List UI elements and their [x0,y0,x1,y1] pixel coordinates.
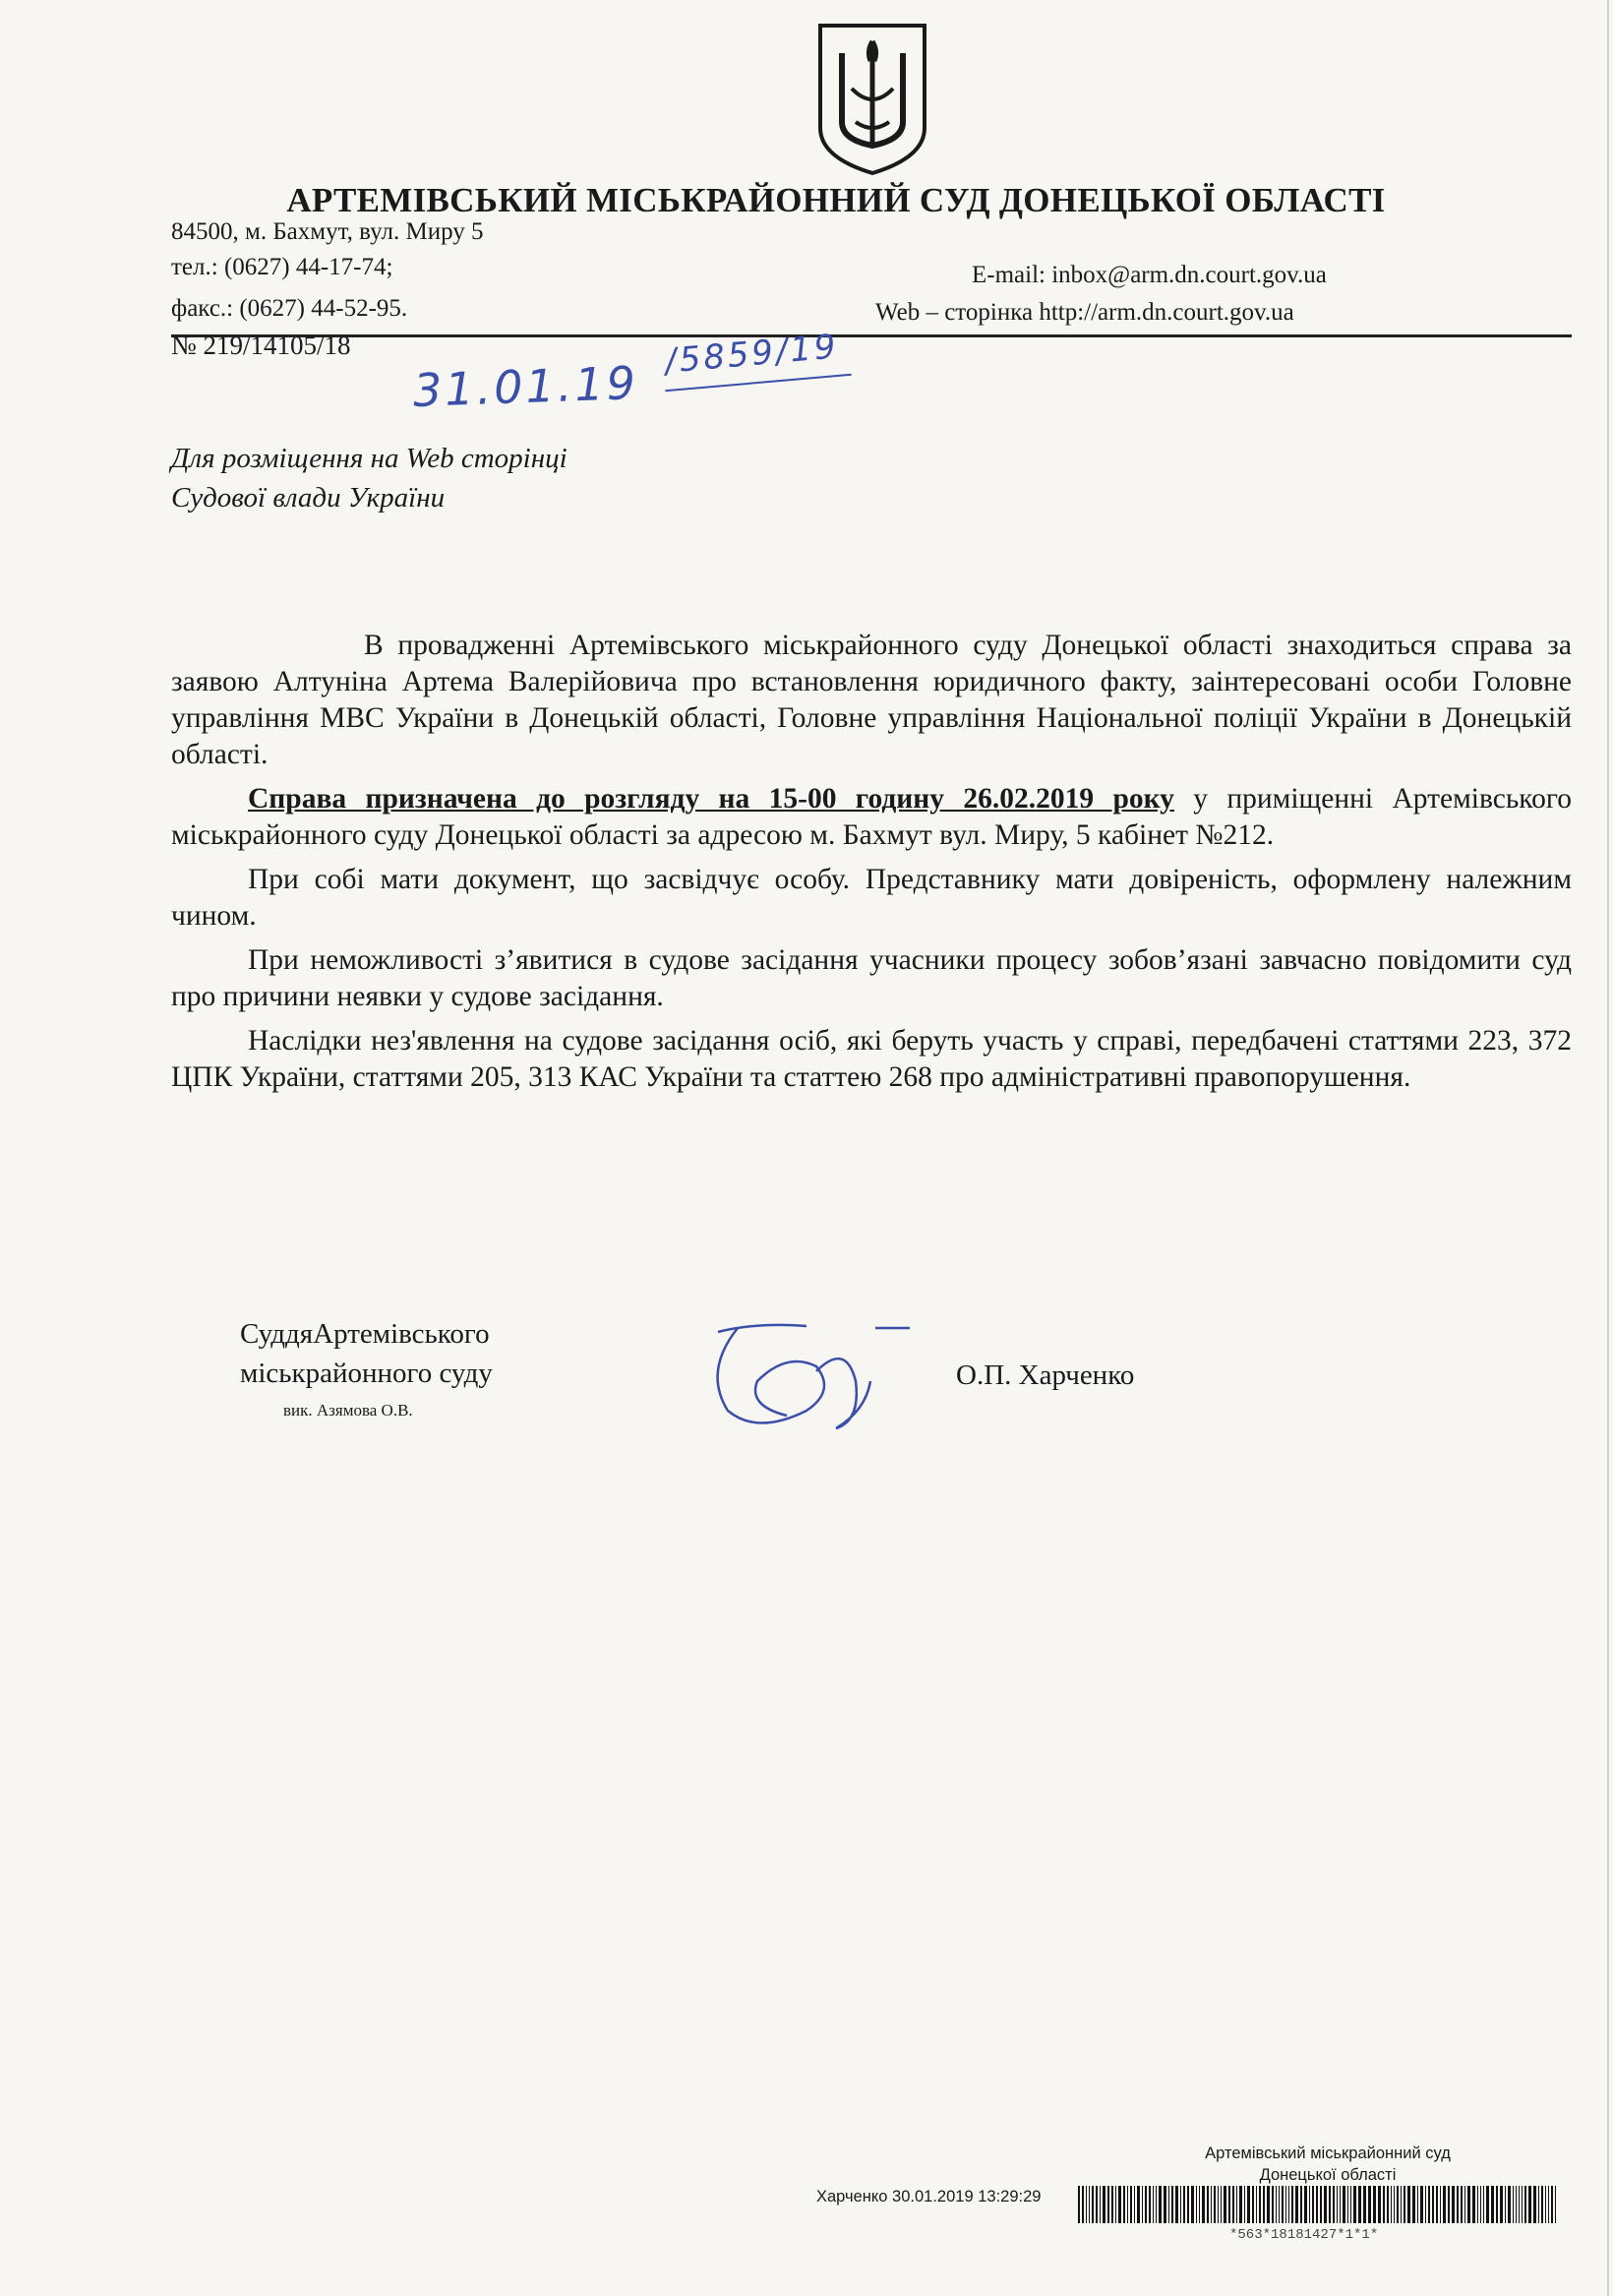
paragraph-hearing [171,781,1572,854]
header-divider [171,334,1572,337]
paragraph-proceedings: В провадженні Артемівського міськрайонного суду Донецької області знаходиться справа за заявою Алтуніна Артема Валерійовича про встановлення юридичного факту, заінтересовані особи Головне управління МВС України в Донецькій області, Головне управління Національної поліції України в Донецькій області. [171,630,1572,770]
registration-stamp-court [1180,2143,1475,2186]
coat-of-arms-icon [812,20,932,177]
hearing-date-highlight: Справа призначена до розгляду на 15-00 годину 26.02.2019 року [248,783,1174,815]
handwritten-signature [698,1312,925,1440]
executor-note: вик. Азямова О.В. [283,1401,413,1420]
barcode-icon [1078,2186,1560,2223]
court-name: АРТЕМІВСЬКИЙ МІСЬКРАЙОННИЙ СУД ДОНЕЦЬКОЇ ОБЛАСТІ [286,181,1386,219]
paragraph-documents: При собі мати документ, що засвідчує особу. Представнику мати довіреність, оформлену належним чином. [171,864,1572,932]
addressee [171,439,568,517]
court-address: 84500, м. Бахмут, вул. Миру 5 [171,218,484,245]
court-fax: факс.: (0627) 44-52-95. [171,295,408,322]
addressee-line-1: Для розміщення на Web сторінці [171,443,568,474]
court-email: E-mail: inbox@arm.dn.court.gov.ua [972,262,1327,288]
paragraph-absence: При неможливості з’явитися в судове засідання учасники процесу зобов’язані завчасно повідомити суд про причини неявки у судове засідання. [171,944,1572,1012]
judge-title-line-2: міськрайонного суду [240,1358,493,1389]
scan-edge [1607,0,1609,2296]
stamp-court-line-2: Донецької області [1259,2166,1397,2184]
addressee-line-2: Судової влади України [171,482,446,514]
judge-name: О.П. Харченко [956,1359,1135,1391]
notice-body [171,628,1572,1104]
barcode-number: *563*18181427*1*1* [1229,2227,1379,2243]
registration-timestamp: Харченко 30.01.2019 13:29:29 [816,2188,1042,2205]
judge-title-line-1: СуддяАртемівського [240,1318,490,1350]
judge-title [240,1314,493,1393]
paragraph-consequences: Наслідки нез'явлення на судове засідання осіб, які беруть участь у справі, передбачені статтями 223, 372 ЦПК України, статтями 205, 313 КАС України та статтею 268 про адміністративні правопорушення. [171,1025,1572,1093]
hearing-location: у приміщенні Артемівського міськрайонного суду Донецької області за адресою м. Бахмут вул. Миру, 5 кабінет №212. [171,783,1572,851]
stamp-court-line-1: Артемівський міськрайонний суд [1205,2145,1451,2162]
reference-number: № 219/14105/18 [171,331,351,360]
handwritten-number: /5859/19 [663,327,841,382]
court-website: Web – сторінка http://arm.dn.court.gov.ua [875,299,1294,326]
handwritten-date: 31.01.19 [412,356,639,417]
court-phone: тел.: (0627) 44-17-74; [171,254,393,280]
